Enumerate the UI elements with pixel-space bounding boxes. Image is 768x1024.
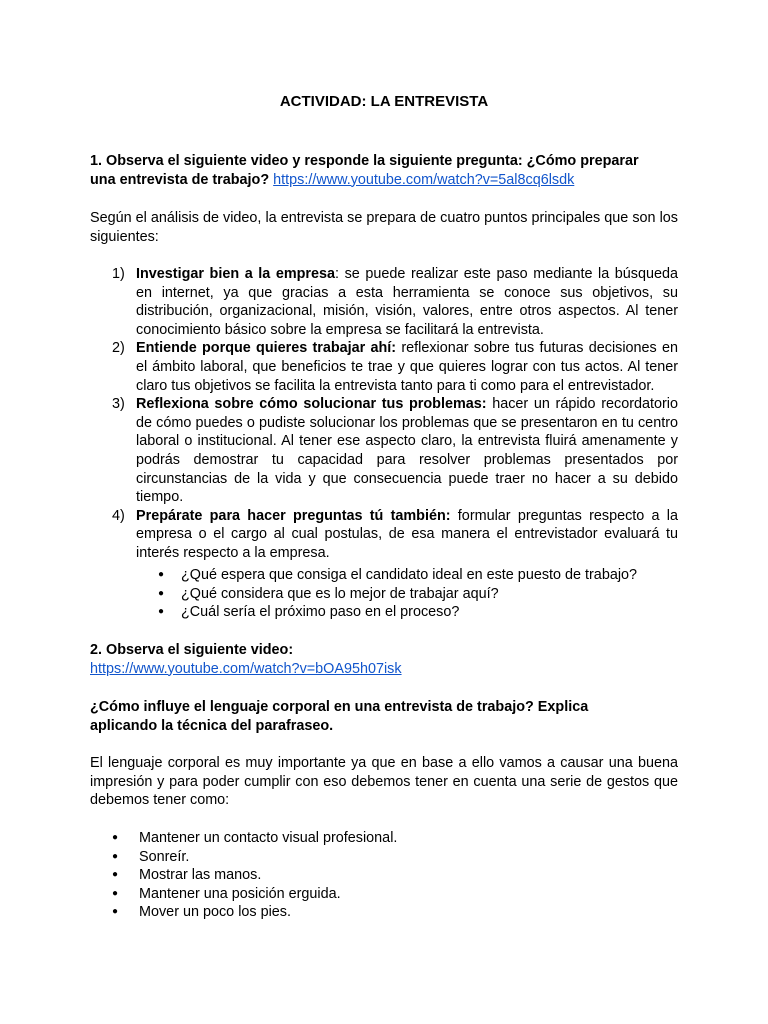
item-text: hacer un rápido recordatorio de cómo puedes o pudiste solucionar los problemas que se presentaron en tu centro laboral o institucional. Al tener ese aspecto claro, la entrevista fluirá amenamente y podrás demostrar tu capacidad para resolver problemas presentados por circunstancias de la vida y que consecuencia puede traer no hacer a su debido tiempo.	[136, 396, 678, 506]
item-number: 1)	[112, 266, 125, 282]
item-title: Prepárate para hacer preguntas tú también:	[136, 507, 451, 524]
q2-question	[90, 698, 678, 735]
list-item: ● Mover un poco los pies.	[112, 904, 291, 921]
q2-gestures-container	[90, 829, 678, 922]
q1-numbered-list	[90, 265, 678, 563]
list-item: ● ¿Qué considera que es lo mejor de trabajar aquí?	[158, 585, 499, 602]
page-title: ACTIVIDAD: LA ENTREVISTA	[279, 93, 489, 110]
bullet-icon: ●	[112, 887, 119, 899]
item-text: formular preguntas respecto a la empresa o el cargo al cual postulas, de esa manera el entrevistador evaluará tu interés respecto a la empresa.	[136, 507, 678, 561]
q2-video-link[interactable]: https://www.youtube.com/watch?v=bOA95h07isk	[90, 660, 402, 677]
list-item	[90, 395, 678, 507]
q1-video-link[interactable]: https://www.youtube.com/watch?v=5al8cq6lsdk	[273, 171, 575, 188]
list-item	[90, 507, 678, 563]
bullet-icon: ●	[112, 869, 119, 881]
list-item: ● Mantener una posición erguida.	[112, 885, 341, 902]
list-item: ● ¿Cuál sería el próximo paso en el proceso?	[158, 604, 460, 621]
item-text: reflexionar sobre tus futuras decisiones en el ámbito laboral, que beneficios te trae y que quieres lograr con tus actos. Al tener claro tus objetivos se facilita la entrevista tanto para ti como para el entrevistador.	[136, 340, 678, 394]
q2-gestures-list	[90, 829, 678, 922]
q1-numbered-list-container	[90, 265, 678, 563]
item-text: : se puede realizar este paso mediante la búsqueda en internet, ya que gracias a esta herramienta se conoce sus objetivos, su distribución, organizacional, misión, visión, valores, entre otros aspectos. Al tener conocimiento básico sobre la empresa se facilitará la entrevista.	[136, 266, 678, 338]
bullet-icon: ●	[158, 587, 165, 599]
list-item: ● Mantener un contacto visual profesional.	[112, 830, 398, 846]
bullet-icon: ●	[158, 569, 165, 580]
item-number: 4)	[112, 507, 125, 524]
item-number: 2)	[112, 340, 125, 357]
item-number: 3)	[112, 396, 125, 413]
q1-heading-line1: 1. Observa el siguiente video y responde la siguiente pregunta: ¿Cómo preparar	[90, 153, 639, 169]
item-title: Reflexiona sobre cómo solucionar tus problemas:	[136, 396, 487, 413]
list-item: ● ¿Qué espera que consiga el candidato ideal en este puesto de trabajo?	[158, 567, 638, 583]
bullet-icon: ●	[112, 906, 119, 918]
q1-questions-list	[90, 566, 678, 622]
bullet-icon: ●	[112, 850, 119, 862]
q1-heading	[90, 152, 678, 189]
q1-intro-paragraph: Según el análisis de video, la entrevista se prepara de cuatro puntos principales que son los siguientes:	[90, 210, 678, 245]
item-title: Entiende porque quieres trabajar ahí:	[136, 340, 397, 357]
q1-heading-line2: una entrevista de trabajo?	[90, 171, 270, 188]
list-item: ● Sonreír.	[112, 848, 190, 865]
list-item: ● Mostrar las manos.	[112, 867, 262, 884]
q2-heading-text: 2. Observa el siguiente video:	[90, 642, 294, 658]
q2-answer-paragraph: El lenguaje corporal es muy importante ya que en base a ello vamos a causar una buena impresión y para poder cumplir con eso debemos tener en cuenta una serie de gestos que debemos tener como:	[90, 755, 678, 809]
list-item	[90, 265, 678, 339]
q2-question-line1: ¿Cómo influye el lenguaje corporal en una entrevista de trabajo? Explica	[90, 699, 589, 715]
q2-heading	[90, 641, 678, 678]
bullet-icon: ●	[112, 832, 119, 843]
q1-questions-container	[90, 566, 678, 622]
item-title: Investigar bien a la empresa	[136, 266, 336, 282]
q2-question-line2: aplicando la técnica del parafraseo.	[90, 717, 334, 734]
bullet-icon: ●	[158, 606, 165, 618]
list-item	[90, 339, 678, 395]
